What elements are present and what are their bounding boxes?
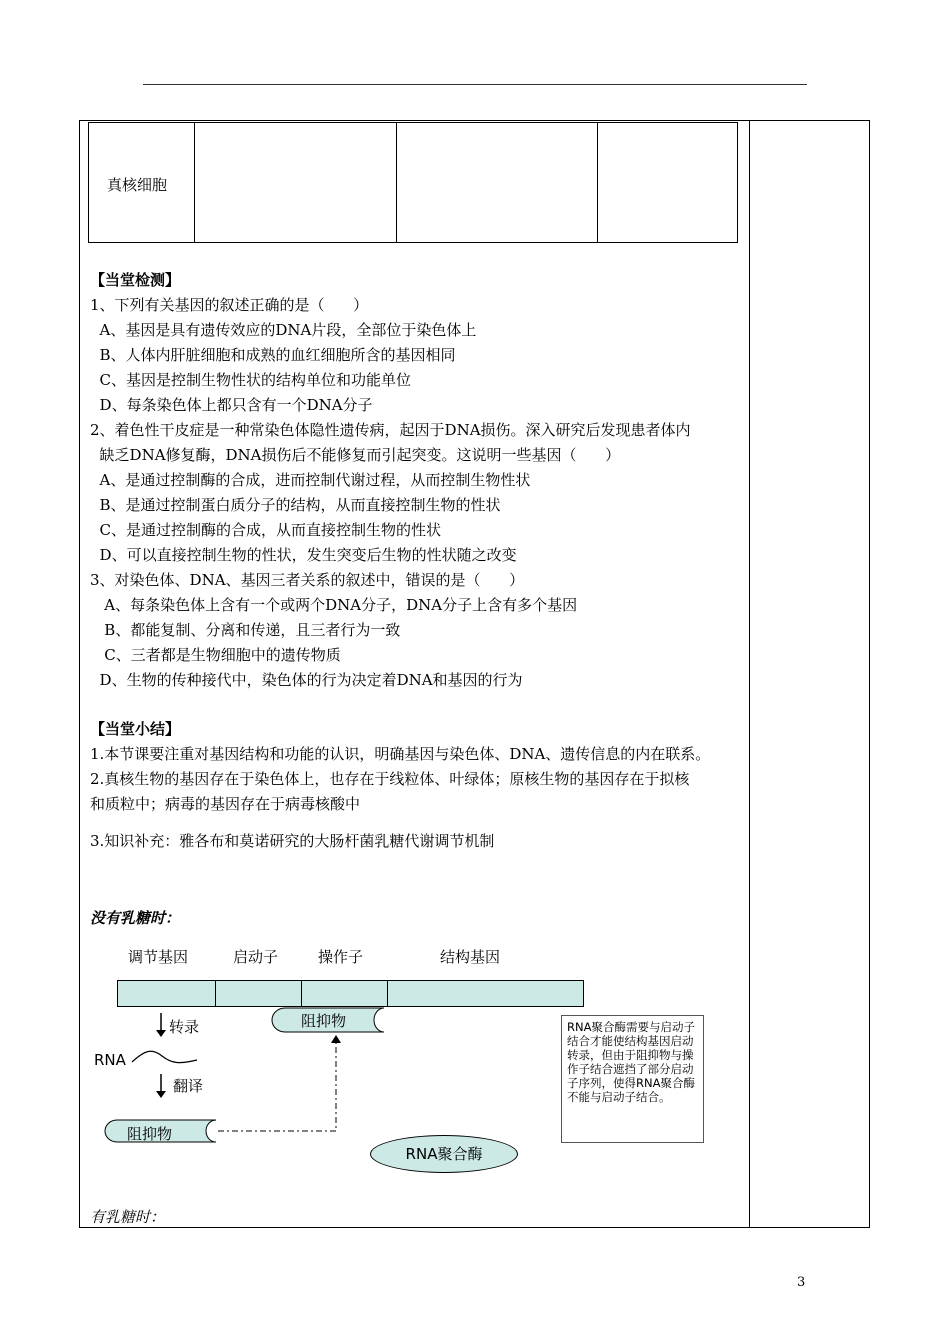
test-line: C、三者都是生物细胞中的遗传物质	[90, 646, 341, 664]
translation-label: 翻译	[173, 1077, 204, 1095]
table-row-label: 真核细胞	[107, 176, 168, 194]
no-lactose-title: 没有乳糖时：	[90, 909, 181, 927]
promoter-label: 启动子	[233, 948, 279, 966]
test-line: D、每条染色体上都只含有一个DNA分子	[90, 396, 373, 414]
repressor-top-label: 阻抑物	[301, 1012, 347, 1030]
test-line: D、可以直接控制生物的性状，发生突变后生物的性状随之改变	[90, 546, 517, 564]
summary-line: 1.本节课要注重对基因结构和功能的认识，明确基因与染色体、DNA、遗传信息的内在联系。	[90, 745, 711, 763]
with-lactose-title: 有乳糖时：	[90, 1208, 166, 1226]
regulator-gene-label: 调节基因	[128, 948, 189, 966]
test-section-title: 【当堂检测】	[90, 271, 181, 289]
structural-gene-label: 结构基因	[440, 948, 501, 966]
test-line: 缺乏DNA修复酶，DNA损伤后不能修复而引起突变。这说明一些基因（ ）	[90, 446, 621, 464]
transcription-arrowhead	[156, 1030, 166, 1037]
explanation-note: RNA聚合酶需要与启动子结合才能使结构基因启动转录，但由于阻抑物与操作子结合遮挡了部分启动子序列，使得RNA聚合酶不能与启动子结合。	[561, 1015, 704, 1143]
translation-arrowhead	[156, 1091, 166, 1098]
test-line: D、生物的传种接代中，染色体的行为决定着DNA和基因的行为	[90, 671, 523, 689]
test-line: 1、下列有关基因的叙述正确的是（ ）	[90, 296, 369, 314]
test-line: A、基因是具有遗传效应的DNA片段，全部位于染色体上	[90, 321, 477, 339]
repressor-bottom-label: 阻抑物	[127, 1125, 173, 1143]
test-line: 2、着色性干皮症是一种常染色体隐性遗传病，起因于DNA损伤。深入研究后发现患者体内	[90, 421, 691, 439]
summary-line: 2.真核生物的基因存在于染色体上，也存在于线粒体、叶绿体；原核生物的基因存在于拟核	[90, 770, 690, 788]
test-line: A、是通过控制酶的合成，进而控制代谢过程，从而控制生物性状	[90, 471, 531, 489]
rna-polymerase: RNA聚合酶	[370, 1135, 518, 1173]
summary-line: 3.知识补充：雅各布和莫诺研究的大肠杆菌乳糖代谢调节机制	[90, 832, 495, 850]
test-line: C、基因是控制生物性状的结构单位和功能单位	[90, 371, 412, 389]
test-line: B、都能复制、分离和传递，且三者行为一致	[90, 621, 401, 639]
summary-section-title: 【当堂小结】	[90, 720, 181, 738]
operator-label: 操作子	[318, 948, 364, 966]
test-line: 3、对染色体、DNA、基因三者关系的叙述中，错误的是（ ）	[90, 571, 525, 589]
summary-line: 和质粒中；病毒的基因存在于病毒核酸中	[90, 795, 361, 813]
test-line: B、是通过控制蛋白质分子的结构，从而直接控制生物的性状	[90, 496, 501, 514]
rna-wave	[132, 1051, 197, 1062]
page-number: 3	[797, 1275, 806, 1290]
rna-label: RNA	[94, 1051, 126, 1069]
transcription-label: 转录	[169, 1018, 200, 1036]
binding-path-dashed	[218, 1040, 336, 1131]
test-line: A、每条染色体上含有一个或两个DNA分子，DNA分子上含有多个基因	[90, 596, 578, 614]
test-line: B、人体内肝脏细胞和成熟的血红细胞所含的基因相同	[90, 346, 456, 364]
test-line: C、是通过控制酶的合成，从而直接控制生物的性状	[90, 521, 442, 539]
binding-path-arrowhead	[331, 1035, 341, 1043]
